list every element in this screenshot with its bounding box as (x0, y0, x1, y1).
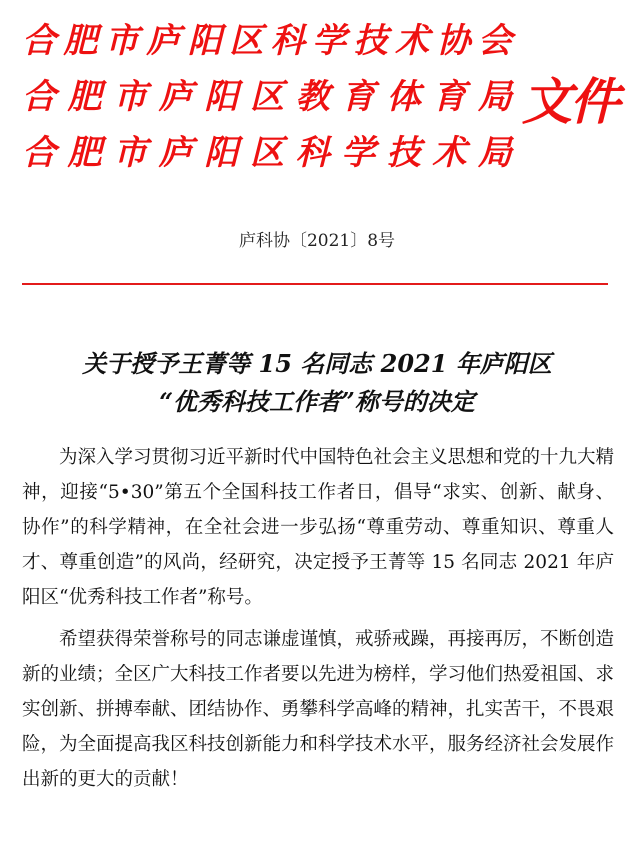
document-title-line-2: “优秀科技工作者”称号的决定 (159, 387, 475, 416)
org-char: 庐 (158, 76, 193, 117)
org-char: 技 (353, 20, 388, 61)
org-line-science-association (22, 14, 512, 60)
org-char: 技 (386, 132, 421, 173)
org-char: 局 (477, 132, 512, 173)
org-char: 庐 (146, 20, 181, 61)
org-char: 市 (113, 132, 148, 173)
org-char: 合 (22, 76, 56, 117)
org-char: 科 (270, 20, 305, 61)
org-line-education-sports-bureau (22, 70, 512, 116)
org-char: 教 (295, 76, 330, 117)
org-char: 合 (22, 20, 56, 61)
document-title-line-1: 关于授予王菁等 15 名同志 2021 年庐阳区 (82, 349, 552, 378)
org-char: 庐 (158, 132, 193, 173)
document-label: 文件 (522, 72, 618, 131)
org-char: 体 (386, 76, 421, 117)
org-char: 肥 (67, 76, 102, 117)
org-char: 术 (432, 132, 467, 173)
body-paragraph: 为深入学习贯彻习近平新时代中国特色社会主义思想和党的十九大精神，迎接“5•30”第五个全国科技工作者日，倡导“求实、创新、献身、协作”的科学精神，在全社会进一步弘扬“尊重劳动、尊重知识、尊重人才、尊重创造”的风尚，经研究，决定授予王菁等 15 名同志 2021 年庐阳区“优秀科技工作者”称号。 (22, 447, 615, 608)
org-char: 合 (22, 132, 56, 173)
org-char: 肥 (63, 20, 98, 61)
org-char: 科 (295, 132, 330, 173)
org-char: 会 (477, 20, 512, 61)
org-char: 育 (432, 76, 467, 117)
org-char: 育 (341, 76, 376, 117)
org-char: 阳 (204, 76, 239, 117)
org-char: 局 (477, 76, 512, 117)
org-char: 学 (312, 20, 347, 61)
document-header (0, 0, 634, 180)
org-char: 术 (395, 20, 430, 61)
org-char: 区 (249, 132, 284, 173)
org-char: 市 (104, 20, 139, 61)
org-char: 阳 (187, 20, 222, 61)
org-char: 协 (436, 20, 471, 61)
document-number: 庐科协〔2021〕8号 (238, 231, 396, 251)
org-char: 学 (341, 132, 376, 173)
org-line-science-technology-bureau (22, 126, 512, 172)
header-divider (22, 283, 608, 285)
document-body (22, 440, 614, 804)
org-char: 区 (249, 76, 284, 117)
org-char: 肥 (67, 132, 102, 173)
org-char: 区 (229, 20, 264, 61)
body-paragraph: 希望获得荣誉称号的同志谦虚谨慎，戒骄戒躁，再接再厉，不断创造新的业绩；全区广大科技工作者要以先进为榜样，学习他们热爱祖国、求实创新、拼搏奉献、团结协作、勇攀科学高峰的精神，扎实苦干，不畏艰险，为全面提高我区科技创新能力和科学技术水平，服务经济社会发展作出新的更大的贡献！ (22, 629, 615, 790)
org-char: 阳 (204, 132, 239, 173)
org-char: 市 (113, 76, 148, 117)
